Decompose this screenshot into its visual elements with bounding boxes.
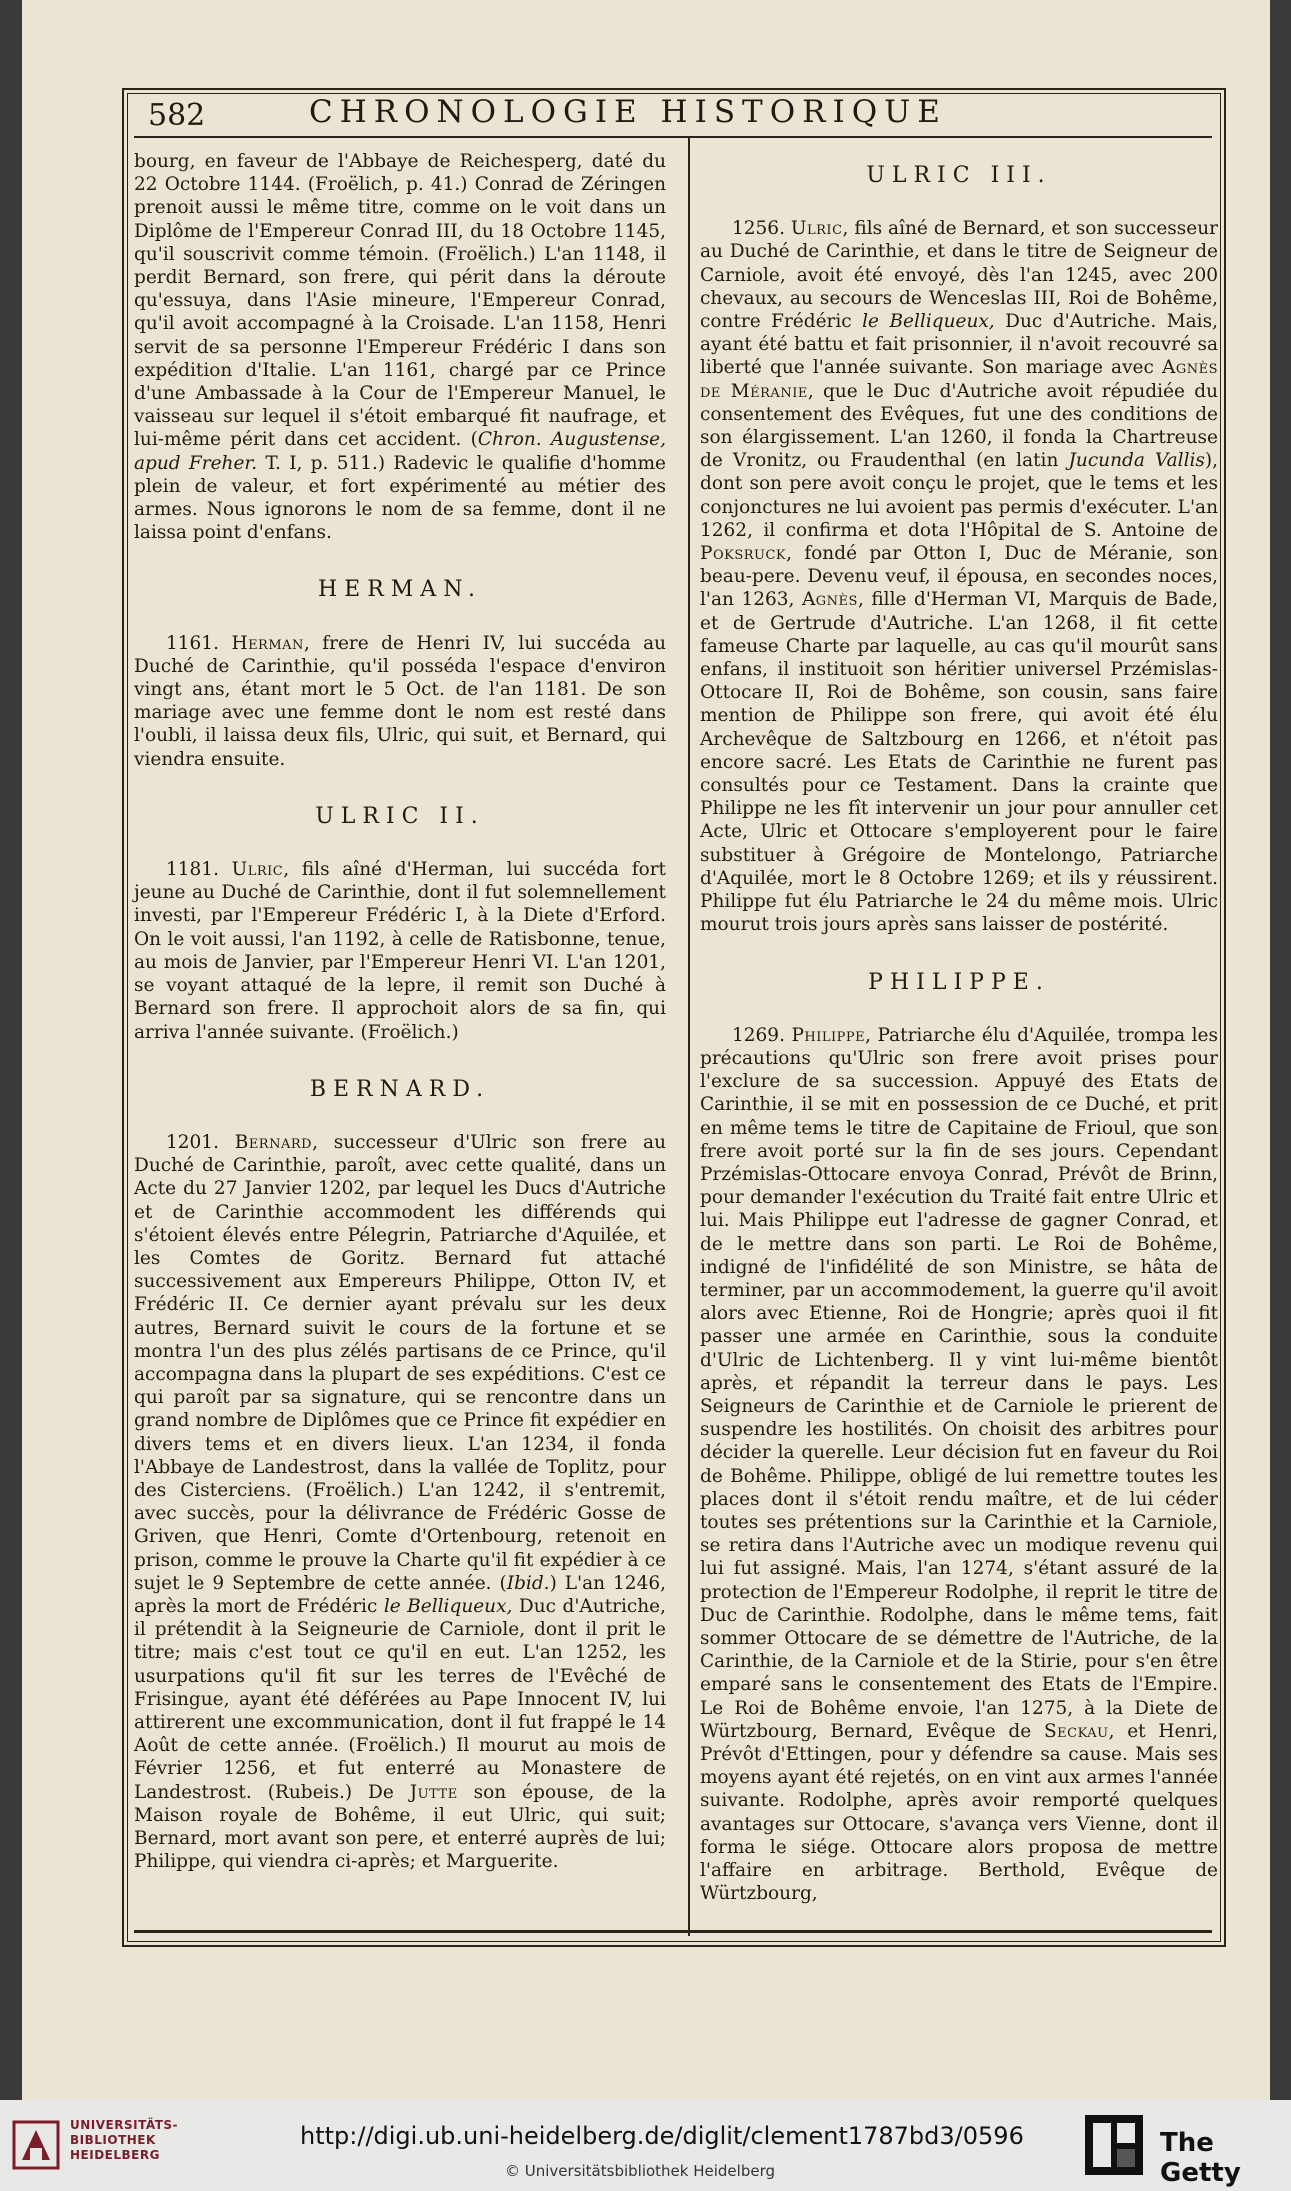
section-title-herman: HERMAN. (317, 577, 483, 603)
university-library-logo-icon (12, 2120, 60, 2170)
section-title-bernard: BERNARD. (309, 1076, 491, 1102)
paragraph-ulric-ii: 1181. Ulric, fils aîné d'Herman, lui succéda fort jeune au Duché de Carinthie, dont il fut solemnellement investi, par l'Empereur Frédéric I, à la Diete d'Erford. On le voit aussi, l'an 1192, à celle de Ratisbonne, tenue, au mois de Janvier, par l'Empereur Henri VI. L'an 1201, se voyant attaqué de la lepre, il remit son Duché à Bernard son frere. Il approchoit alors de sa fin, qui arriva l'année suivante. (Froëlich.) (134, 859, 666, 1043)
column-divider (688, 138, 690, 1936)
page-number: 582 (148, 98, 206, 133)
left-column (134, 150, 666, 1873)
permalink-url[interactable]: http://digi.ub.uni-heidelberg.de/diglit/clement1787bd3/0596 (300, 2122, 1024, 2150)
section-title-ulric-iii: ULRIC III. (866, 163, 1052, 188)
library-name: UNIVERSITÄTS- BIBLIOTHEK HEIDELBERG (70, 2118, 179, 2162)
paragraph-philippe: 1269. Philippe, Patriarche élu d'Aquilée, trompa les précautions qu'Ulric son frere avoit prises pour l'exclure de sa succession. Appuyé des Etats de Carinthie, il se mit en possession de ce Duché, et prit en même tems le titre de Capitaine de Frioul, que son frere avoit porté sur la fin de ses jours. Cependant Przémislas-Ottocare envoya Conrad, Prévôt de Brinn, pour demander l'exécution du Traité fait entre Ulric et lui. Mais Philippe eut l'adresse de gagner Conrad, et de le mettre dans son parti. Le Roi de Bohême, indigné de l'infidélité de son Ministre, se hâta de terminer, par un accommodement, la guerre qu'il avoit alors avec Etienne, Roi de Hongrie; après quoi il fit passer une armée en Carinthie, sous la conduite d'Ulric de Lichtenberg. Il y vint lui-même bientôt après, et répandit la terreur dans le pays. Les Seigneurs de Carinthie et de Carniole le prierent de suspendre les hostilités. On choisit des arbitres pour décider la querelle. Leur décision fut en faveur du Roi de Bohême. Philippe, obligé de lui remettre toutes les places dont il s'étoit rendu maître, et de lui céder toutes ses prétentions sur la Carinthie et la Carniole, se retira dans l'Autriche avec un modique revenu qui lui fut assigné. Mais, l'an 1274, s'étant assuré de la protection de l'Empereur Rodolphe, il reprit le titre de Duc de Carinthie. Rodolphe, dans le même tems, fait sommer Ottocare de se démettre de l'Autriche, de la Carinthie, de la Carniole et de la Stirie, pour s'en être emparé sans le consentement des Etats de l'Empire. Le Roi de Bohême envoie, l'an 1275, à la Diete de Würtzbourg, Bernard, Evêque de Seckau, et Henri, Prévôt d'Ettingen, pour y défendre sa cause. Mais ses moyens ayant été rejetés, on en vint aux armes l'année suivante. Rodolphe, après avoir remporté quelques avantages sur Ottocare, s'avança vers Vienne, dont il forma le siége. Ottocare alors proposa de mettre l'affaire en arbitrage. Berthold, Evêque de Würtzbourg, (700, 1024, 1218, 1905)
section-title-philippe: PHILIPPE. (868, 969, 1050, 995)
section-title-ulric-ii: ULRIC II. (315, 803, 485, 829)
getty-name: The Getty (1160, 2128, 1241, 2188)
paragraph-henri-continued: bourg, en faveur de l'Abbaye de Reichesperg, daté du 22 Octobre 1144. (Froëlich, p. 41.) Conrad de Zéringen prenoit aussi le même titre, comme on le voit dans un Diplôme de l'Empereur Conrad III, du 18 Octobre 1145, qu'il souscrivit comme témoin. (Froëlich.) L'an 1148, il perdit Bernard, son frere, qui périt dans la déroute qu'essuya, dans l'Asie mineure, l'Empereur Conrad, qu'il avoit accompagné à la Croisade. L'an 1158, Henri servit de sa personne l'Empereur Frédéric I dans son expédition d'Italie. L'an 1161, chargé par ce Prince d'une Ambassade à la Cour de l'Empereur Manuel, le vaisseau sur lequel il s'étoit embarqué fit naufrage, et lui-même périt dans cet accident. (Chron. Augustense, apud Freher. T. I, p. 511.) Radevic le qualifie d'homme plein de valeur, et fort expérimenté au métier des armes. Nous ignorons le nom de sa femme, dont il ne laissa point d'enfans. (134, 151, 666, 544)
running-title: CHRONOLOGIE HISTORIQUE (309, 94, 947, 130)
bottom-rule (134, 1930, 1212, 1933)
right-column (700, 150, 1218, 1905)
page-header (134, 88, 1212, 138)
paragraph-ulric-iii: 1256. Ulric, fils aîné de Bernard, et son successeur au Duché de Carinthie, et dans le titre de Seigneur de Carniole, avoit été envoyé, dès l'an 1245, avec 200 chevaux, au secours de Wenceslas III, Roi de Bohême, contre Frédéric le Belliqueux, Duc d'Autriche. Mais, ayant été battu et fait prisonnier, il n'avoit recouvré sa liberté que l'année suivante. Son mariage avec Agnès de Méranie, que le Duc d'Autriche avoit répudiée du consentement des Evêques, fut une des conditions de son élargissement. L'an 1260, il fonda la Chartreuse de Vronitz, ou Fraudenthal (en latin Jucunda Vallis), dont son pere avoit conçu le projet, que le tems et les conjonctures ne lui avoient pas permis d'exécuter. L'an 1262, il confirma et dota l'Hôpital de S. Antoine de Poksruck, fondé par Otton I, Duc de Méranie, son beau-pere. Devenu veuf, il épousa, en secondes noces, l'an 1263, Agnès, fille d'Herman VI, Marquis de Bade, et de Gertrude d'Autriche. L'an 1268, il fit cette fameuse Charte par laquelle, au cas qu'il mourût sans enfans, il instituoit son héritier universel Przémislas-Ottocare II, Roi de Bohême, son cousin, sans faire mention de Philippe son frere, qui avoit été élu Archevêque de Saltzbourg en 1266, et n'étoit pas encore sacré. Les Etats de Carinthie ne furent pas consultés pour ce Testament. Dans la crainte que Philippe ne les fît intervenir un jour pour annuller cet Acte, Ulric et Ottocare s'employerent pour le faire substituer à Grégoire de Montelongo, Patriarche d'Aquilée, mort le 8 Octobre 1269; et ils y réussirent. Philippe fut élu Patriarche le 24 du même mois. Ulric mourut trois jours après sans laisser de postérité. (700, 218, 1219, 936)
paragraph-bernard: 1201. Bernard, successeur d'Ulric son frere au Duché de Carinthie, paroît, avec cette qualité, dans un Acte du 27 Janvier 1202, par lequel les Ducs d'Autriche et de Carinthie accommodent les différends qui s'étoient élevés entre Pélegrin, Patriarche d'Aquilée, et les Comtes de Goritz. Bernard fut attaché successivement aux Empereurs Philippe, Otton IV, et Frédéric II. Ce dernier ayant prévalu sur les deux autres, Bernard suivit le cours de la fortune et se montra l'un des plus zélés partisans de ce Prince, qu'il accompagna dans la plupart de ses expéditions. C'est ce qui paroît par sa signature, qui se rencontre dans un grand nombre de Diplômes que ce Prince fit expédier en divers tems et en divers lieux. L'an 1234, il fonda l'Abbaye de Landestrost, dans la vallée de Toplitz, pour des Cisterciens. (Froëlich.) L'an 1242, il s'entremit, avec succès, pour la délivrance de Frédéric Gosse de Griven, que Henri, Comte d'Ortenbourg, retenoit en prison, comme le prouve la Charte qu'il fit expédier à ce sujet le 9 Septembre de cette année. (Ibid.) L'an 1246, après la mort de Frédéric le Belliqueux, Duc d'Autriche, il prétendit à la Seigneurie de Carniole, dont il prit le titre; mais c'est tout ce qu'il en eut. L'an 1252, les usurpations qu'il fit sur les terres de l'Evêché de Frisingue, ayant été déférées au Pape Innocent IV, lui attirerent une excommunication, dont il fut frappé le 14 Août de cette année. (Froëlich.) Il mourut au mois de Février 1256, et fut enterré au Monastere de Landestrost. (Rubeis.) De Jutte son épouse, de la Maison royale de Bohême, il eut Ulric, qui suit; Bernard, mort avant son pere, et enterré auprès de lui; Philippe, qui viendra ci-après; et Marguerite. (134, 1131, 667, 1873)
paragraph-herman: 1161. Herman, frere de Henri IV, lui succéda au Duché de Carinthie, qu'il posséda l'espace d'environ vingt ans, étant mort le 5 Oct. de l'an 1181. De son mariage avec une femme dont le nom est resté dans l'oubli, il laissa deux fils, Ulric, qui suit, et Bernard, qui viendra ensuite. (134, 632, 667, 770)
getty-logo-icon (1085, 2115, 1143, 2175)
viewer-footer (0, 2100, 1291, 2191)
copyright-notice: © Universitätsbibliothek Heidelberg (505, 2162, 776, 2180)
